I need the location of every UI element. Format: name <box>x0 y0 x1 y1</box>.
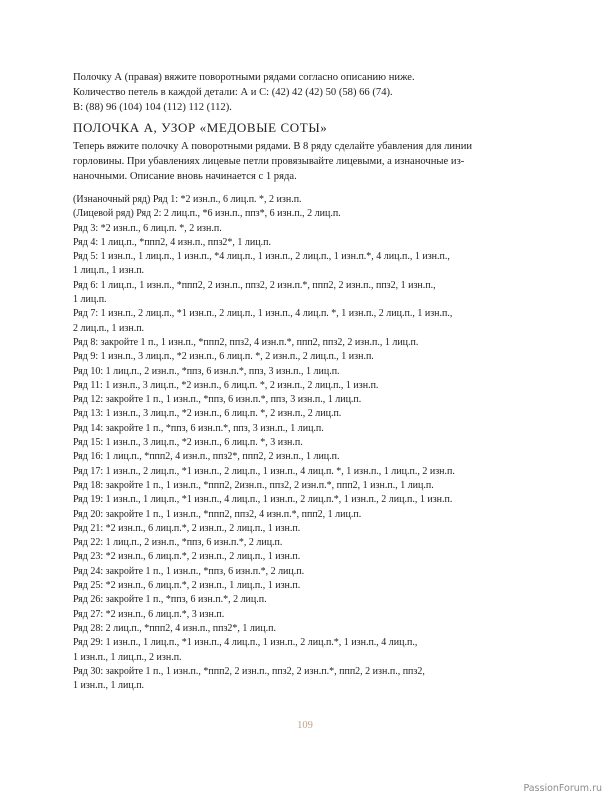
description-line: горловины. При убавлениях лицевые петли провязывайте лицевыми, а изнаночные из- <box>73 156 465 168</box>
description-line: наночными. Описание вновь начинается с 1 ряда. <box>73 171 297 183</box>
pattern-row-line: Ряд 24: закройте 1 п., 1 изн.п., *ппз, 6 изн.п.*, 2 лиц.п. <box>73 565 305 577</box>
pattern-row-line: Ряд 22: 1 лиц.п., 2 изн.п., *ппз, 6 изн.п.*, 2 лиц.п. <box>73 537 283 549</box>
section-description <box>73 139 545 185</box>
pattern-row-line: Ряд 4: 1 лиц.п., *ппп2, 4 изн.п., ппз2*, 1 лиц.п. <box>73 236 271 248</box>
pattern-row-line: Ряд 15: 1 изн.п., 3 лиц.п., *2 изн.п., 6 лиц.п. *, 3 изн.п. <box>73 437 303 449</box>
pattern-row-line: Ряд 18: закройте 1 п., 1 изн.п., *ппп2, 2изн.п., ппз2, 2 изн.п.*, ппп2, 1 изн.п., 1 лиц.п. <box>73 479 434 491</box>
pattern-row-line: Ряд 7: 1 изн.п., 2 лиц.п., *1 изн.п., 2 лиц.п., 1 изн.п., 4 лиц.п. *, 1 изн.п., 2 лиц.п., 1 изн.п., <box>73 308 453 320</box>
pattern-row-line: Ряд 10: 1 лиц.п., 2 изн.п., *ппз, 6 изн.п.*, ппз, 3 изн.п., 1 лиц.п. <box>73 365 340 377</box>
pattern-row-line: Ряд 12: закройте 1 п., 1 изн.п., *ппз, 6 изн.п.*, ппз, 3 изн.п., 1 лиц.п. <box>73 394 362 406</box>
watermark-text: PassionForum.ru <box>523 783 602 794</box>
pattern-row-line: Ряд 3: *2 изн.п., 6 лиц.п. *, 2 изн.п. <box>73 222 222 234</box>
pattern-row-line: Ряд 30: закройте 1 п., 1 изн.п., *ппп2, 2 изн.п., ппз2, 2 изн.п.*, ппп2, 2 изн.п., ппз2, <box>73 665 425 677</box>
section-heading: ПОЛОЧКА А, УЗОР «МЕДОВЫЕ СОТЫ» <box>73 120 328 135</box>
pattern-row-line: 1 лиц.п., 1 изн.п. <box>73 265 145 277</box>
pattern-row-line: Ряд 16: 1 лиц.п., *ппп2, 4 изн.п., ппз2*, ппп2, 2 изн.п., 1 лиц.п. <box>73 451 340 463</box>
pattern-row-line: Ряд 9: 1 изн.п., 3 лиц.п., *2 изн.п., 6 лиц.п. *, 2 изн.п., 2 лиц.п., 1 изн.п. <box>73 351 374 363</box>
pattern-row-line: 2 лиц.п., 1 изн.п. <box>73 322 145 334</box>
pattern-row-line: Ряд 6: 1 лиц.п., 1 изн.п., *ппп2, 2 изн.п., ппз2, 2 изн.п.*, ппп2, 2 изн.п., ппз2, 1 изн.п., <box>73 279 436 291</box>
intro-line: Полочку А (правая) вяжите поворотными рядами согласно описанию ниже. <box>73 72 415 83</box>
intro-line: В: (88) 96 (104) 104 (112) 112 (112). <box>73 102 232 114</box>
pattern-row-line: Ряд 19: 1 изн.п., 1 лиц.п., *1 изн.п., 4 лиц.п., 1 изн.п., 2 лиц.п.*, 1 изн.п., 2 лиц.п., 1 изн.п. <box>73 494 453 506</box>
pattern-row-line: Ряд 21: *2 изн.п., 6 лиц.п.*, 2 изн.п., 2 лиц.п., 1 изн.п. <box>73 522 301 534</box>
pattern-row-line: Ряд 8: закройте 1 п., 1 изн.п., *ппп2, ппз2, 4 изн.п.*, ппп2, ппз2, 2 изн.п., 1 лиц.п. <box>73 336 419 348</box>
pattern-row-line: Ряд 27: *2 изн.п., 6 лиц.п.*, 3 изн.п. <box>73 608 225 620</box>
page-number: 109 <box>297 720 313 731</box>
pattern-row-line: Ряд 20: закройте 1 п., 1 изн.п., *ппп2, ппз2, 4 изн.п.*, ппп2, 1 лиц.п. <box>73 508 362 520</box>
pattern-row-line: Ряд 25: *2 изн.п., 6 лиц.п.*, 2 изн.п., 1 лиц.п., 1 изн.п. <box>73 580 301 592</box>
pattern-row-line: Ряд 28: 2 лиц.п., *ппп2, 4 изн.п., ппз2*, 1 лиц.п. <box>73 622 276 634</box>
description-line: Теперь вяжите полочку А поворотными рядами. В 8 ряду сделайте убавления для линии <box>73 141 473 152</box>
pattern-row-line: 1 изн.п., 1 лиц.п. <box>73 680 145 692</box>
intro-block <box>73 70 553 116</box>
pattern-row-line: Ряд 11: 1 изн.п., 3 лиц.п., *2 изн.п., 6 лиц.п. *, 2 изн.п., 2 лиц.п., 1 изн.п. <box>73 379 379 391</box>
pattern-row-line: Ряд 14: закройте 1 п., *ппз, 6 изн.п.*, ппз, 3 изн.п., 1 лиц.п. <box>73 422 324 434</box>
pattern-row-line: 1 изн.п., 1 лиц.п., 2 изн.п. <box>73 651 182 663</box>
pattern-rows-list <box>73 193 551 693</box>
pattern-row-line: Ряд 26: закройте 1 п., *ппз, 6 изн.п.*, 2 лиц.п. <box>73 594 267 606</box>
pattern-row-line: Ряд 23: *2 изн.п., 6 лиц.п.*, 2 изн.п., 2 лиц.п., 1 изн.п. <box>73 551 301 563</box>
pattern-row-line: Ряд 29: 1 изн.п., 1 лиц.п., *1 изн.п., 4 лиц.п., 1 изн.п., 2 лиц.п.*, 1 изн.п., 4 лиц.п., <box>73 637 418 649</box>
pattern-row-line: 1 лиц.п. <box>73 294 107 306</box>
pattern-row-line: Ряд 5: 1 изн.п., 1 лиц.п., 1 изн.п., *4 лиц.п., 1 изн.п., 2 лиц.п., 1 изн.п.*, 4 лиц.п., 1 изн.п., <box>73 251 450 263</box>
pattern-row-line: Ряд 17: 1 изн.п., 2 лиц.п., *1 изн.п., 2 лиц.п., 1 изн.п., 4 лиц.п. *, 1 изн.п., 1 лиц.п., 2 изн.п. <box>73 465 455 477</box>
pattern-row-line: Ряд 13: 1 изн.п., 3 лиц.п., *2 изн.п., 6 лиц.п. *, 2 изн.п., 2 лиц.п. <box>73 408 342 420</box>
intro-line: Количество петель в каждой детали: А и С: (42) 42 (42) 50 (58) 66 (74). <box>73 87 393 99</box>
pattern-row-line: (Изнаночный ряд) Ряд 1: *2 изн.п., 6 лиц.п. *, 2 изн.п. <box>73 194 302 205</box>
pattern-row-line: (Лицевой ряд) Ряд 2: 2 лиц.п., *6 изн.п., ппз*, 6 изн.п., 2 лиц.п. <box>73 208 341 220</box>
